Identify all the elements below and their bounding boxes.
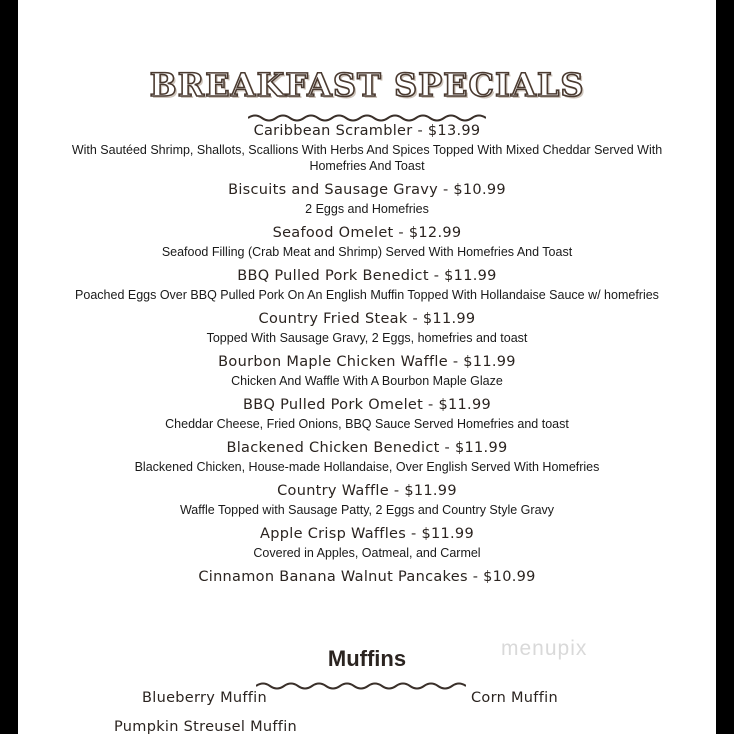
menu-item-description: Waffle Topped with Sausage Patty, 2 Eggs and Country Style Gravy [179, 503, 555, 517]
menu-item [18, 394, 716, 437]
menu-item-name: Country Waffle - $11.99 [277, 483, 457, 499]
menu-item-description: Seafood Filling (Crab Meat and Shrimp) Served With Homefries And Toast [161, 245, 573, 259]
menu-item-description: 2 Eggs and Homefries [305, 202, 429, 216]
menu-item-description: Chicken And Waffle With A Bourbon Maple Glaze [231, 374, 503, 388]
menu-item-name: BBQ Pulled Pork Benedict - $11.99 [237, 268, 497, 284]
menu-item [18, 265, 716, 308]
menu-page [18, 0, 716, 734]
menu-item [18, 566, 716, 593]
muffin-item: Pumpkin Streusel Muffin [114, 719, 298, 734]
menu-item-name: Blackened Chicken Benedict - $11.99 [226, 440, 508, 456]
menu-item-description: Cheddar Cheese, Fried Onions, BBQ Sauce Served Homefries and toast [165, 417, 569, 431]
page-title: BREAKFAST SPECIALS [149, 66, 585, 104]
watermark-logo: menupix [501, 637, 588, 660]
menu-item [18, 179, 716, 222]
menu-item-description: Poached Eggs Over BBQ Pulled Pork On An English Muffin Topped With Hollandaise Sauce w/ homefries [75, 288, 659, 302]
menu-item-name: Country Fried Steak - $11.99 [258, 311, 476, 327]
muffins-heading: Muffins [327, 646, 407, 671]
menu-item-name: Cinnamon Banana Walnut Pancakes - $10.99 [198, 569, 536, 585]
menu-item [18, 437, 716, 480]
menu-item-name: Apple Crisp Waffles - $11.99 [260, 526, 474, 542]
menu-item-name: Bourbon Maple Chicken Waffle - $11.99 [218, 354, 516, 370]
menu-item-description: Topped With Sausage Gravy, 2 Eggs, homefries and toast [206, 331, 528, 345]
menu-item-name: Seafood Omelet - $12.99 [272, 225, 462, 241]
menu-item-name: Caribbean Scrambler - $13.99 [253, 123, 481, 139]
menu-item-name: BBQ Pulled Pork Omelet - $11.99 [242, 397, 492, 413]
menu-item-name: Biscuits and Sausage Gravy - $10.99 [228, 182, 506, 198]
specials-list [18, 120, 716, 593]
muffins-divider-wave [256, 681, 466, 691]
menu-item [18, 523, 716, 566]
menu-item [18, 480, 716, 523]
muffin-item: Corn Muffin [471, 690, 558, 706]
muffin-item: Blueberry Muffin [142, 690, 267, 706]
menu-item [18, 351, 716, 394]
menu-item-description: Blackened Chicken, House-made Hollandaise, Over English Served With Homefries [134, 460, 600, 474]
menu-item-description: With Sautéed Shrimp, Shallots, Scallions With Herbs And Spices Topped With Mixed Cheddar Served With Homefries And Toast [71, 143, 663, 173]
menu-item [18, 222, 716, 265]
menu-item [18, 308, 716, 351]
menu-item [18, 120, 716, 179]
menu-item-description: Covered in Apples, Oatmeal, and Carmel [253, 546, 481, 560]
